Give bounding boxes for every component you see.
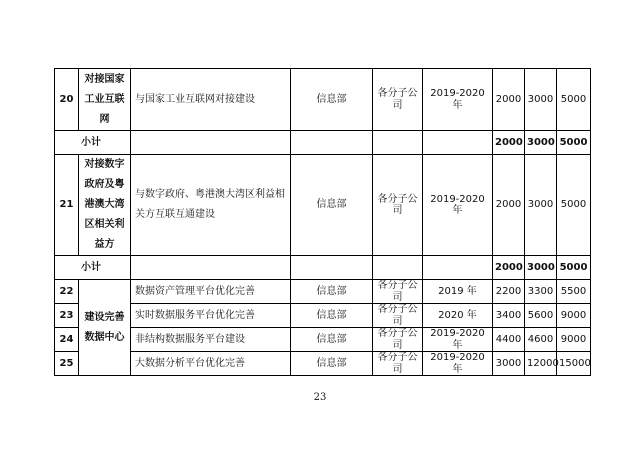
construction-content: 与数字政府、粤港澳大湾区利益相关方互联互通建设 (131, 155, 291, 256)
period: 2020 年 (423, 304, 493, 328)
table-row (55, 280, 591, 304)
subtotal-label: 小计 (55, 131, 131, 155)
implementing-unit: 各分子公司 (373, 328, 423, 352)
project-name: 对接国家工业互联网 (79, 69, 131, 131)
construction-content: 与国家工业互联网对接建设 (131, 69, 291, 131)
period: 2019-2020 年 (423, 328, 493, 352)
table-row (55, 155, 591, 256)
responsible-dept: 信息部 (291, 69, 373, 131)
period: 2019-2020 年 (423, 352, 493, 376)
amount-total: 5000 (557, 69, 591, 131)
amount-2019: 2000 (493, 69, 525, 131)
page-number: 23 (313, 392, 327, 403)
implementing-unit: 各分子公司 (373, 280, 423, 304)
implementing-unit: 各分子公司 (373, 304, 423, 328)
construction-content: 实时数据服务平台优化完善 (131, 304, 291, 328)
subtotal-row (55, 131, 591, 155)
project-name: 对接数字政府及粤港澳大湾区相关利益方 (79, 155, 131, 256)
responsible-dept: 信息部 (291, 304, 373, 328)
responsible-dept: 信息部 (291, 280, 373, 304)
subtotal-total: 5000 (557, 256, 591, 280)
amount-2019: 2200 (493, 280, 525, 304)
amount-total: 15000 (557, 352, 591, 376)
amount-2019: 4400 (493, 328, 525, 352)
implementing-unit: 各分子公司 (373, 352, 423, 376)
row-number: 23 (55, 304, 79, 328)
responsible-dept: 信息部 (291, 352, 373, 376)
amount-2019: 3400 (493, 304, 525, 328)
budget-table (54, 68, 591, 376)
row-number: 22 (55, 280, 79, 304)
period: 2019 年 (423, 280, 493, 304)
row-number: 21 (55, 155, 79, 256)
period: 2019-2020 年 (423, 155, 493, 256)
subtotal-2019: 2000 (493, 256, 525, 280)
row-number: 20 (55, 69, 79, 131)
table-row (55, 304, 591, 328)
construction-content: 大数据分析平台优化完善 (131, 352, 291, 376)
amount-total: 5000 (557, 155, 591, 256)
period: 2019-2020 年 (423, 69, 493, 131)
implementing-unit: 各分子公司 (373, 155, 423, 256)
subtotal-2019: 2000 (493, 131, 525, 155)
amount-2020: 5600 (525, 304, 557, 328)
amount-2020: 3000 (525, 69, 557, 131)
implementing-unit: 各分子公司 (373, 69, 423, 131)
table-row (55, 328, 591, 352)
construction-content: 数据资产管理平台优化完善 (131, 280, 291, 304)
construction-content: 非结构数据服务平台建设 (131, 328, 291, 352)
amount-2019: 3000 (493, 352, 525, 376)
amount-total: 9000 (557, 328, 591, 352)
amount-total: 5500 (557, 280, 591, 304)
subtotal-2020: 3000 (525, 131, 557, 155)
project-name: 建设完善数据中心 (79, 280, 131, 376)
amount-2020: 3000 (525, 155, 557, 256)
row-number: 24 (55, 328, 79, 352)
responsible-dept: 信息部 (291, 328, 373, 352)
amount-2019: 2000 (493, 155, 525, 256)
responsible-dept: 信息部 (291, 155, 373, 256)
subtotal-label: 小计 (55, 256, 131, 280)
subtotal-2020: 3000 (525, 256, 557, 280)
amount-2020: 4600 (525, 328, 557, 352)
subtotal-row (55, 256, 591, 280)
row-number: 25 (55, 352, 79, 376)
amount-2020: 12000 (525, 352, 557, 376)
subtotal-total: 5000 (557, 131, 591, 155)
amount-2020: 3300 (525, 280, 557, 304)
table-row (55, 69, 591, 131)
table-row (55, 352, 591, 376)
amount-total: 9000 (557, 304, 591, 328)
